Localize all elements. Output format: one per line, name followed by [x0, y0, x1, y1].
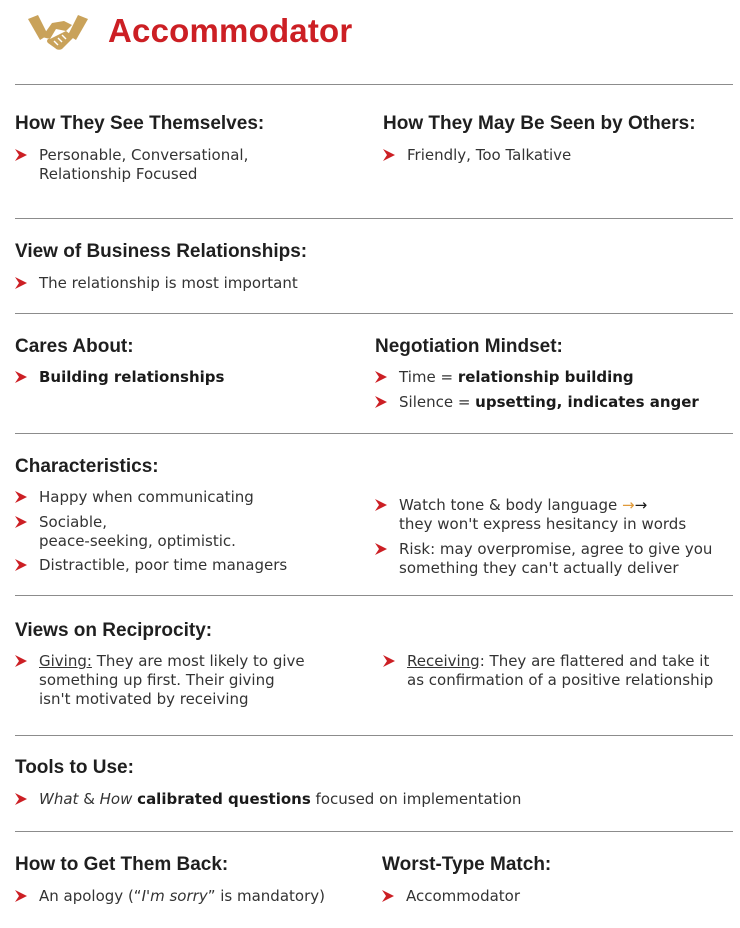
list-item: Risk: may overpromise, agree to give you something they can't actually deliver	[375, 540, 712, 578]
bullet-arrow-icon	[383, 149, 395, 161]
self-view-heading: How They See Themselves:	[15, 113, 265, 134]
page-title: Accommodator	[108, 12, 353, 49]
divider	[15, 831, 733, 832]
list-item: Time = relationship building	[375, 368, 634, 387]
bullet-arrow-icon	[15, 559, 27, 571]
list-item: Watch tone & body language →→ they won't express hesitancy in words	[375, 496, 686, 534]
list-item: Happy when communicating	[15, 488, 254, 507]
arrow-right-icon: →	[621, 496, 635, 514]
others-view-heading: How They May Be Seen by Others:	[383, 113, 696, 134]
reciprocity-heading: Views on Reciprocity:	[15, 620, 213, 641]
bullet-arrow-icon	[375, 543, 387, 555]
bullet-arrow-icon	[375, 371, 387, 383]
list-item: Giving: They are most likely to give something up first. Their giving isn't motivated by receiving	[15, 652, 305, 709]
list-item: The relationship is most important	[15, 274, 298, 293]
list-item: Distractible, poor time managers	[15, 556, 287, 575]
list-item: An apology (“I'm sorry” is mandatory)	[15, 887, 325, 906]
divider	[15, 595, 733, 596]
list-item: Personable, Conversational, Relationship Focused	[15, 146, 248, 184]
cares-heading: Cares About:	[15, 336, 134, 357]
list-item: Accommodator	[382, 887, 520, 906]
bullet-arrow-icon	[15, 277, 27, 289]
list-item: Building relationships	[15, 368, 224, 387]
bullet-arrow-icon	[15, 371, 27, 383]
divider	[15, 735, 733, 736]
worst-match-heading: Worst-Type Match:	[382, 854, 552, 875]
page-header	[26, 6, 352, 56]
mindset-heading: Negotiation Mindset:	[375, 336, 563, 357]
bullet-arrow-icon	[15, 655, 27, 667]
bullet-arrow-icon	[15, 491, 27, 503]
tools-heading: Tools to Use:	[15, 757, 134, 778]
get-back-heading: How to Get Them Back:	[15, 854, 229, 875]
bullet-arrow-icon	[15, 890, 27, 902]
bullet-arrow-icon	[383, 655, 395, 667]
arrow-right-icon: →	[634, 496, 648, 514]
bullet-arrow-icon	[15, 793, 27, 805]
bullet-arrow-icon	[15, 516, 27, 528]
list-item: What & How calibrated questions focused on implementation	[15, 790, 521, 809]
list-item: Sociable, peace-seeking, optimistic.	[15, 513, 236, 551]
bullet-arrow-icon	[375, 396, 387, 408]
bullet-arrow-icon	[382, 890, 394, 902]
list-item: Receiving: They are flattered and take it as confirmation of a positive relationship	[383, 652, 713, 690]
divider	[15, 433, 733, 434]
bullet-arrow-icon	[15, 149, 27, 161]
bullet-arrow-icon	[375, 499, 387, 511]
list-item: Silence = upsetting, indicates anger	[375, 393, 699, 412]
handshake-icon	[26, 9, 90, 53]
divider	[15, 218, 733, 219]
divider	[15, 313, 733, 314]
divider	[15, 84, 733, 85]
business-heading: View of Business Relationships:	[15, 241, 308, 262]
characteristics-heading: Characteristics:	[15, 456, 159, 477]
list-item: Friendly, Too Talkative	[383, 146, 571, 165]
